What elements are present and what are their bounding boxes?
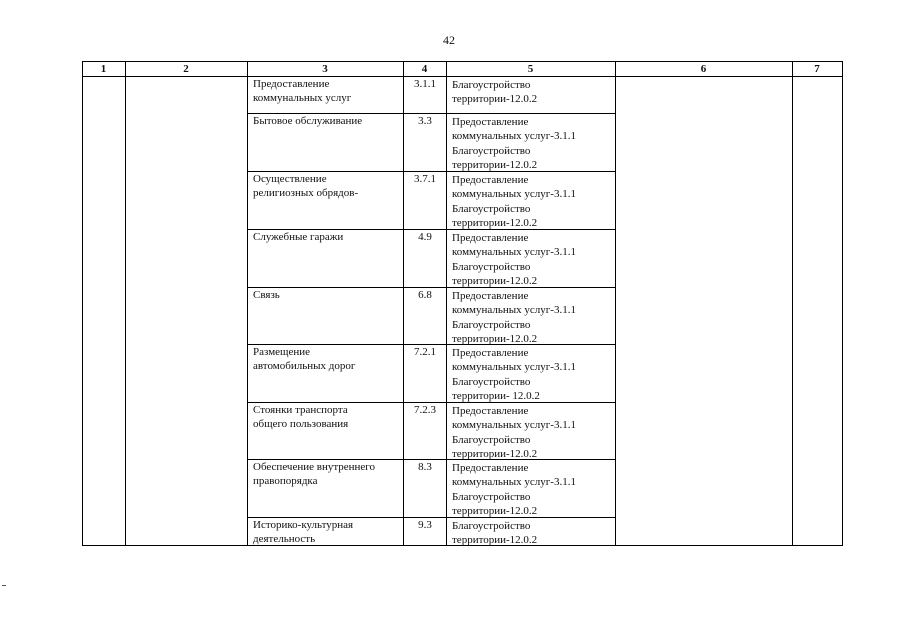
page-number: 42 (443, 33, 455, 47)
related-uses: Предоставление коммунальных услуг-3.1.1 Благоустройство территории-12.0.2 (452, 405, 576, 460)
row-separator (247, 113, 616, 114)
column-border (842, 61, 843, 546)
permitted-use-name: Осуществление религиозных обрядов- (253, 173, 359, 199)
related-uses: Предоставление коммунальных услуг-3.1.1 Благоустройство территории-12.0.2 (452, 462, 576, 517)
column-header-5: 5 (527, 63, 534, 75)
related-uses: Предоставление коммунальных услуг-3.1.1 Благоустройство территории-12.0.2 (452, 174, 576, 229)
column-border (125, 61, 126, 546)
permitted-use-name: Стоянки транспорта общего пользования (253, 404, 349, 430)
permitted-use-name: Бытовое обслуживание (253, 115, 363, 127)
table-top-border (82, 61, 843, 62)
related-uses: Благоустройство территории-12.0.2 (452, 79, 538, 106)
classifier-code: 9.3 (418, 519, 432, 531)
column-border (792, 61, 793, 546)
column-header-7: 7 (814, 63, 820, 75)
classifier-code: 3.1.1 (414, 78, 436, 90)
column-header-3: 3 (322, 63, 328, 75)
related-uses: Предоставление коммунальных услуг-3.1.1 Благоустройство территории-12.0.2 (452, 232, 576, 287)
column-header-2: 2 (183, 63, 189, 75)
column-border (82, 61, 83, 546)
column-border (403, 61, 404, 546)
classifier-code: 4.9 (418, 231, 432, 243)
permitted-use-name: Связь (253, 289, 280, 301)
column-border (615, 61, 616, 546)
permitted-use-name: Служебные гаражи (253, 231, 344, 243)
classifier-code: 7.2.1 (414, 346, 436, 358)
column-header-1: 1 (100, 63, 107, 75)
column-border (247, 61, 248, 546)
classifier-code: 3.7.1 (414, 173, 436, 185)
related-uses: Предоставление коммунальных услуг-3.1.1 Благоустройство территории-12.0.2 (452, 290, 576, 345)
scan-mark (2, 585, 6, 586)
column-border (446, 61, 447, 546)
related-uses: Предоставление коммунальных услуг-3.1.1 Благоустройство территории-12.0.2 (452, 116, 576, 171)
column-header-6: 6 (700, 63, 707, 75)
classifier-code: 3.3 (418, 115, 432, 127)
permitted-use-name: Историко-культурная деятельность (253, 519, 354, 545)
related-uses: Предоставление коммунальных услуг-3.1.1 Благоустройство территории- 12.0.2 (452, 347, 576, 402)
header-bottom-border (82, 76, 843, 77)
permitted-use-name: Обеспечение внутреннего правопорядка (253, 461, 376, 487)
column-header-4: 4 (421, 63, 428, 75)
permitted-use-name: Размещение автомобильных дорог (253, 346, 356, 372)
related-uses: Благоустройство территории-12.0.2 (452, 520, 538, 547)
classifier-code: 8.3 (418, 461, 432, 473)
classifier-code: 6.8 (418, 289, 432, 301)
permitted-use-name: Предоставление коммунальных услуг (253, 78, 352, 104)
classifier-code: 7.2.3 (414, 404, 436, 416)
